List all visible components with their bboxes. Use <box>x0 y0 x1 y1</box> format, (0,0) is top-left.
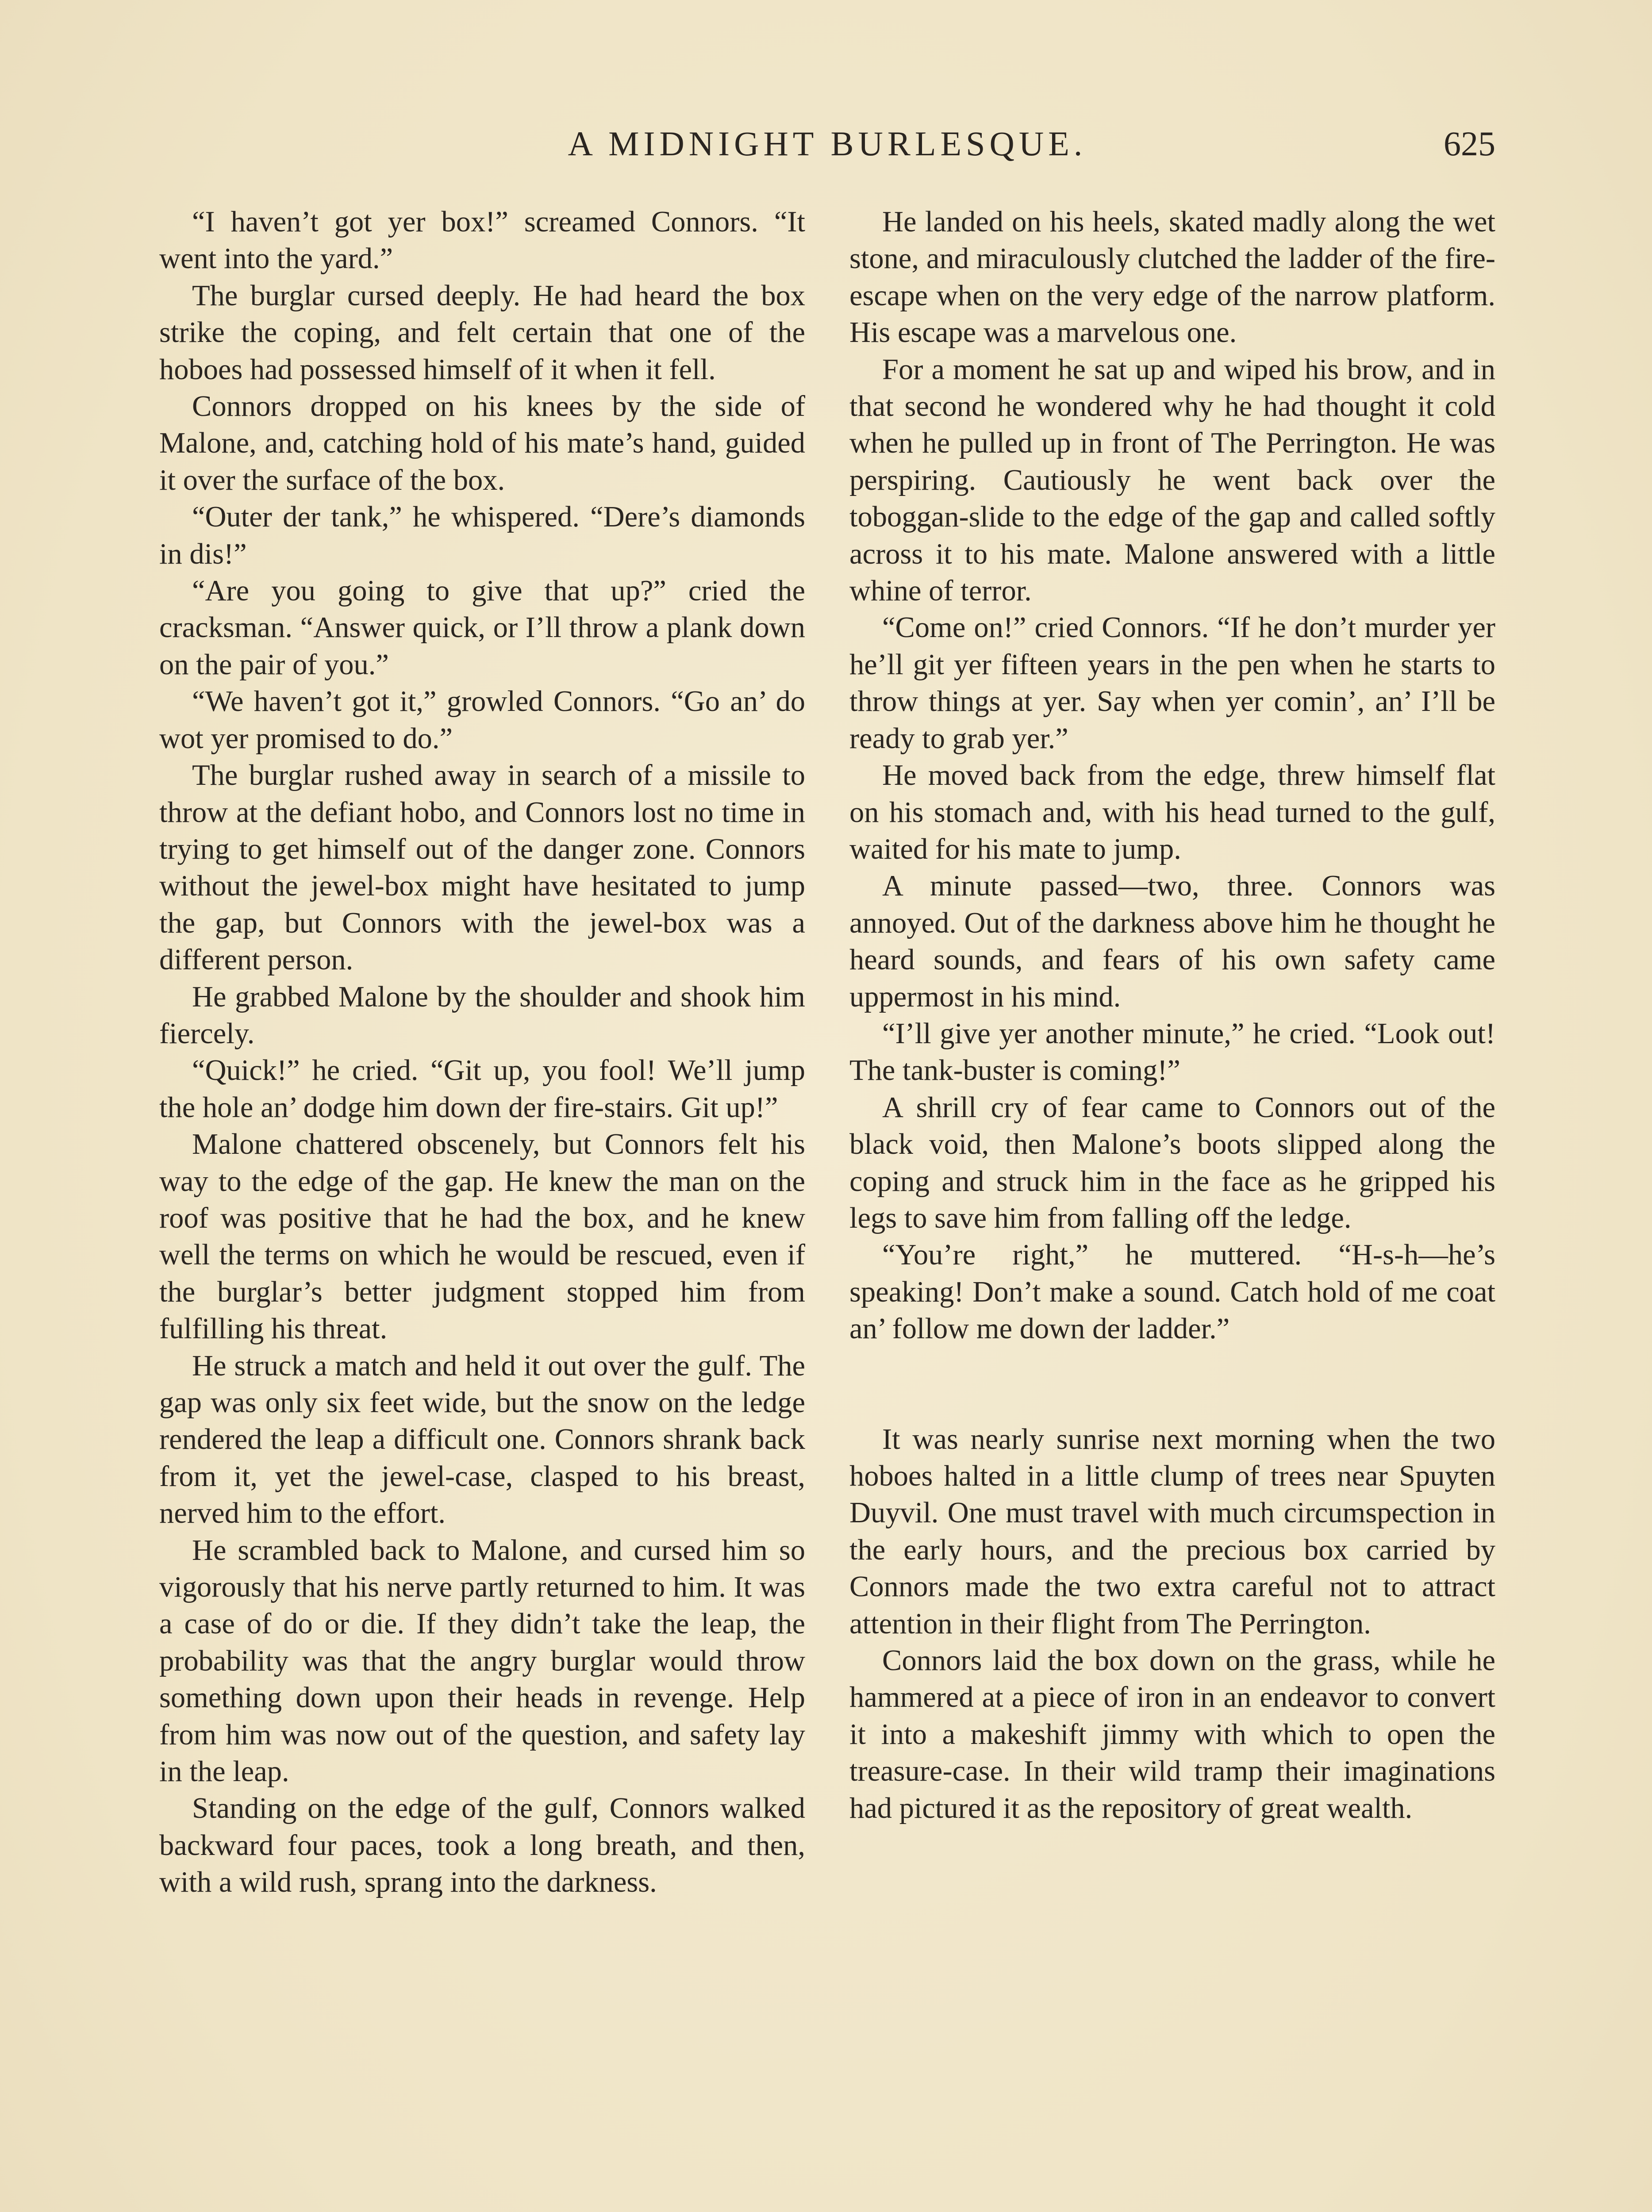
paragraph: “Quick!” he cried. “Git up, you fool! We’ll jump the hole an’ dodge him down der fire-stairs. Git up!” <box>159 1054 805 1124</box>
paragraph: A shrill cry of fear came to Connors out of the black void, then Malone’s boots slipped along the coping and struck him in the face as he gripped his legs to save him from falling off the ledge. <box>849 1091 1495 1234</box>
section-break <box>849 1348 1495 1421</box>
paragraph: A minute passed—two, three. Connors was annoyed. Out of the darkness above him he thought he heard sounds, and fears of his own safety came uppermost in his mind. <box>849 870 1495 1013</box>
paragraph: Connors dropped on his knees by the side of Malone, and, catching hold of his mate’s hand, guided it over the surface of the box. <box>159 390 805 496</box>
paragraph: Standing on the edge of the gulf, Connors walked backward four paces, took a long breath, and then, with a wild rush, sprang into the darkness. <box>159 1792 805 1899</box>
paragraph: “Come on!” cried Connors. “If he don’t murder yer he’ll git yer fifteen years in the pen when he starts to throw things at yer. Say when yer comin’, an’ I’ll be ready to grab yer.” <box>849 611 1495 755</box>
running-title: A MIDNIGHT BURLESQUE. <box>568 124 1087 163</box>
page-header <box>159 119 1495 168</box>
paragraph: He grabbed Malone by the shoulder and shook him fiercely. <box>159 980 805 1050</box>
page-number: 625 <box>1444 124 1495 163</box>
text-columns <box>159 204 1495 2212</box>
paragraph: “I’ll give yer another minute,” he cried. “Look out! The tank-buster is coming!” <box>849 1017 1495 1087</box>
paragraph: For a moment he sat up and wiped his brow, and in that second he wondered why he had thought it cold when he pulled up in front of The Perrington. He was perspiring. Cautiously he went back over the toboggan-slide to the edge of the gap and called softly across it to his mate. Malone answered with a little whine of terror. <box>849 353 1495 607</box>
paragraph: “Are you going to give that up?” cried the cracksman. “Answer quick, or I’ll throw a plank down on the pair of you.” <box>159 575 805 681</box>
paragraph: Connors laid the box down on the grass, while he hammered at a piece of iron in an endeavor to convert it into a makeshift jimmy with which to open the treasure-case. In their wild tramp their imaginations had pictured it as the repository of great wealth. <box>849 1644 1495 1824</box>
paragraph: “You’re right,” he muttered. “H-s-h—he’s speaking! Don’t make a sound. Catch hold of me coat an’ follow me down der ladder.” <box>849 1239 1495 1345</box>
paragraph: The burglar cursed deeply. He had heard the box strike the coping, and felt certain that one of the hoboes had possessed himself of it when it fell. <box>159 279 805 386</box>
right-column <box>849 204 1495 2212</box>
left-column <box>159 204 805 2212</box>
paragraph: He landed on his heels, skated madly along the wet stone, and miraculously clutched the ladder of the fire-escape when on the very edge of the narrow platform. His escape was a marvelous one. <box>849 206 1495 349</box>
paragraph: It was nearly sunrise next morning when the two hoboes halted in a little clump of trees near Spuyten Duyvil. One must travel with much circumspection in the early hours, and the precious box carried by Connors made the two extra careful not to attract attention in their flight from The Perrington. <box>849 1423 1495 1640</box>
paragraph: Malone chattered obscenely, but Connors felt his way to the edge of the gap. He knew the man on the roof was positive that he had the box, and he knew well the terms on which he would be rescued, even if the burglar’s better judgment stopped him from fulfilling his threat. <box>159 1128 805 1345</box>
paragraph: “We haven’t got it,” growled Connors. “Go an’ do wot yer promised to do.” <box>159 685 805 755</box>
paragraph: “Outer der tank,” he whispered. “Dere’s diamonds in dis!” <box>159 501 805 570</box>
paragraph: He moved back from the edge, threw himself flat on his stomach and, with his head turned to the gulf, waited for his mate to jump. <box>849 759 1495 865</box>
paragraph: The burglar rushed away in search of a missile to throw at the defiant hobo, and Connors lost no time in trying to get himself out of the danger zone. Connors without the jewel-box might have hesitated to jump the gap, but Connors with the jewel-box was a different person. <box>159 759 805 976</box>
paragraph: “I haven’t got yer box!” screamed Connors. “It went into the yard.” <box>159 206 805 275</box>
paragraph: He scrambled back to Malone, and cursed him so vigorously that his nerve partly returned to him. It was a case of do or die. If they didn’t take the leap, the probability was that the angry burglar would throw something down upon their heads in revenge. Help from him was now out of the question, and safety lay in the leap. <box>159 1534 805 1788</box>
paragraph: He struck a match and held it out over the gulf. The gap was only six feet wide, but the snow on the ledge rendered the leap a difficult one. Connors shrank back from it, yet the jewel-case, clasped to his breast, nerved him to the effort. <box>159 1349 805 1530</box>
